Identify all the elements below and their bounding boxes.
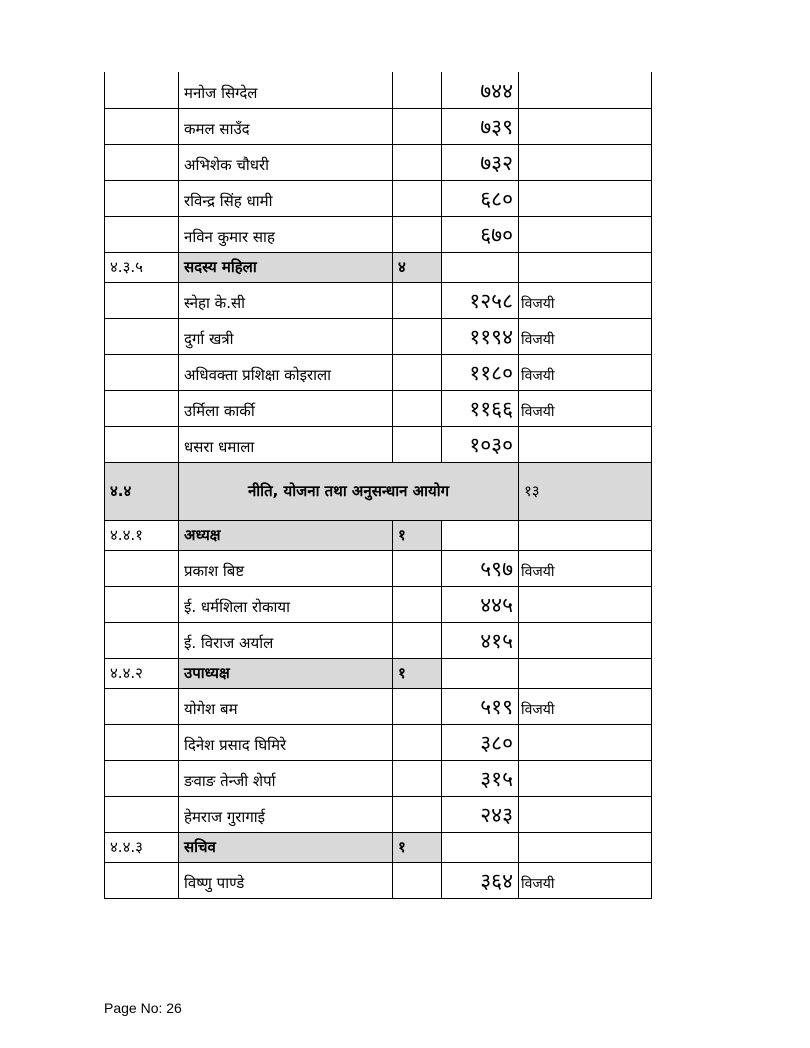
candidate-row	[105, 550, 652, 586]
serial-cell	[105, 622, 179, 658]
candidate-name: ई. विराज अर्याल	[179, 622, 393, 658]
vote-count: ४४५	[442, 586, 519, 622]
empty-votes-cell	[442, 658, 519, 688]
seats-cell	[393, 390, 442, 426]
candidate-name: उर्मिला कार्की	[179, 390, 393, 426]
seats-cell	[393, 72, 442, 108]
seats-cell	[393, 108, 442, 144]
candidate-row	[105, 72, 652, 108]
serial-cell	[105, 862, 179, 898]
seats-cell	[393, 180, 442, 216]
candidate-row	[105, 390, 652, 426]
election-results-table	[104, 72, 652, 899]
vote-count: ७४४	[442, 72, 519, 108]
candidate-row	[105, 862, 652, 898]
section-header-row	[105, 462, 652, 520]
result-label: विजयी	[519, 318, 652, 354]
serial-cell	[105, 318, 179, 354]
results-table-body	[105, 72, 652, 898]
seats-cell	[393, 796, 442, 832]
vote-count: ११८०	[442, 354, 519, 390]
post-seats: १	[393, 658, 442, 688]
seats-cell	[393, 318, 442, 354]
empty-votes-cell	[442, 520, 519, 550]
result-label	[519, 72, 652, 108]
page-number: Page No: 26	[104, 1000, 182, 1016]
post-code: ४.४.१	[105, 520, 179, 550]
candidate-name: कमल साउँद	[179, 108, 393, 144]
vote-count: ५९७	[442, 550, 519, 586]
result-label: विजयी	[519, 688, 652, 724]
post-title: उपाध्यक्ष	[179, 658, 393, 688]
empty-result-cell	[519, 658, 652, 688]
vote-count: ५१९	[442, 688, 519, 724]
result-label: विजयी	[519, 282, 652, 318]
vote-count: २४३	[442, 796, 519, 832]
candidate-name: हेमराज गुरागाई	[179, 796, 393, 832]
candidate-row	[105, 144, 652, 180]
empty-votes-cell	[442, 832, 519, 862]
candidate-name: दुर्गा खत्री	[179, 318, 393, 354]
post-header-row	[105, 252, 652, 282]
result-label: विजयी	[519, 354, 652, 390]
candidate-name: विष्णु पाण्डे	[179, 862, 393, 898]
seats-cell	[393, 354, 442, 390]
seats-cell	[393, 550, 442, 586]
serial-cell	[105, 108, 179, 144]
candidate-row	[105, 586, 652, 622]
candidate-name: दिनेश प्रसाद घिमिरे	[179, 724, 393, 760]
candidate-name: अधिवक्ता प्रशिक्षा कोइराला	[179, 354, 393, 390]
vote-count: ३६४	[442, 862, 519, 898]
result-label	[519, 760, 652, 796]
vote-count: ७३९	[442, 108, 519, 144]
serial-cell	[105, 586, 179, 622]
candidate-row	[105, 180, 652, 216]
candidate-name: धसरा धमाला	[179, 426, 393, 462]
result-label: विजयी	[519, 390, 652, 426]
section-code: ४.४	[105, 462, 179, 520]
result-label: विजयी	[519, 550, 652, 586]
serial-cell	[105, 688, 179, 724]
candidate-name: मनोज सिग्देल	[179, 72, 393, 108]
seats-cell	[393, 724, 442, 760]
serial-cell	[105, 72, 179, 108]
post-seats: ४	[393, 252, 442, 282]
result-label	[519, 796, 652, 832]
vote-count: १०३०	[442, 426, 519, 462]
result-label	[519, 216, 652, 252]
candidate-name: अभिशेक चौधरी	[179, 144, 393, 180]
seats-cell	[393, 586, 442, 622]
result-label	[519, 622, 652, 658]
seats-cell	[393, 216, 442, 252]
candidate-name: रविन्द्र सिंह धामी	[179, 180, 393, 216]
seats-cell	[393, 282, 442, 318]
section-title: नीति, योजना तथा अनुसन्धान आयोग	[179, 462, 519, 520]
candidate-name: योगेश बम	[179, 688, 393, 724]
serial-cell	[105, 760, 179, 796]
serial-cell	[105, 144, 179, 180]
result-label: विजयी	[519, 862, 652, 898]
serial-cell	[105, 550, 179, 586]
post-header-row	[105, 658, 652, 688]
vote-count: ७३२	[442, 144, 519, 180]
serial-cell	[105, 390, 179, 426]
candidate-row	[105, 688, 652, 724]
seats-cell	[393, 760, 442, 796]
candidate-name: प्रकाश बिष्ट	[179, 550, 393, 586]
candidate-row	[105, 318, 652, 354]
empty-result-cell	[519, 252, 652, 282]
vote-count: १२५८	[442, 282, 519, 318]
candidate-name: स्नेहा के.सी	[179, 282, 393, 318]
post-code: ४.४.३	[105, 832, 179, 862]
result-label	[519, 108, 652, 144]
empty-votes-cell	[442, 252, 519, 282]
vote-count: ३८०	[442, 724, 519, 760]
result-label	[519, 724, 652, 760]
vote-count: ६८०	[442, 180, 519, 216]
candidate-row	[105, 282, 652, 318]
candidate-row	[105, 354, 652, 390]
seats-cell	[393, 426, 442, 462]
post-title: सदस्य महिला	[179, 252, 393, 282]
candidate-row	[105, 760, 652, 796]
seats-cell	[393, 862, 442, 898]
candidate-row	[105, 796, 652, 832]
post-code: ४.३.५	[105, 252, 179, 282]
result-label	[519, 144, 652, 180]
post-title: सचिव	[179, 832, 393, 862]
post-code: ४.४.२	[105, 658, 179, 688]
candidate-name: नविन कुमार साह	[179, 216, 393, 252]
candidate-row	[105, 724, 652, 760]
vote-count: ११६६	[442, 390, 519, 426]
post-title: अध्यक्ष	[179, 520, 393, 550]
post-header-row	[105, 520, 652, 550]
result-label	[519, 586, 652, 622]
post-header-row	[105, 832, 652, 862]
candidate-name: ङवाङ तेन्जी शेर्पा	[179, 760, 393, 796]
empty-result-cell	[519, 832, 652, 862]
serial-cell	[105, 426, 179, 462]
serial-cell	[105, 216, 179, 252]
section-count: १३	[519, 462, 652, 520]
serial-cell	[105, 796, 179, 832]
vote-count: ३१५	[442, 760, 519, 796]
seats-cell	[393, 144, 442, 180]
seats-cell	[393, 688, 442, 724]
post-seats: १	[393, 520, 442, 550]
candidate-row	[105, 426, 652, 462]
seats-cell	[393, 622, 442, 658]
candidate-row	[105, 622, 652, 658]
candidate-name: ई. धर्मशिला रोकाया	[179, 586, 393, 622]
post-seats: १	[393, 832, 442, 862]
serial-cell	[105, 354, 179, 390]
serial-cell	[105, 180, 179, 216]
vote-count: ६७०	[442, 216, 519, 252]
result-label	[519, 180, 652, 216]
vote-count: ११९४	[442, 318, 519, 354]
result-label	[519, 426, 652, 462]
serial-cell	[105, 282, 179, 318]
vote-count: ४१५	[442, 622, 519, 658]
candidate-row	[105, 216, 652, 252]
serial-cell	[105, 724, 179, 760]
candidate-row	[105, 108, 652, 144]
empty-result-cell	[519, 520, 652, 550]
